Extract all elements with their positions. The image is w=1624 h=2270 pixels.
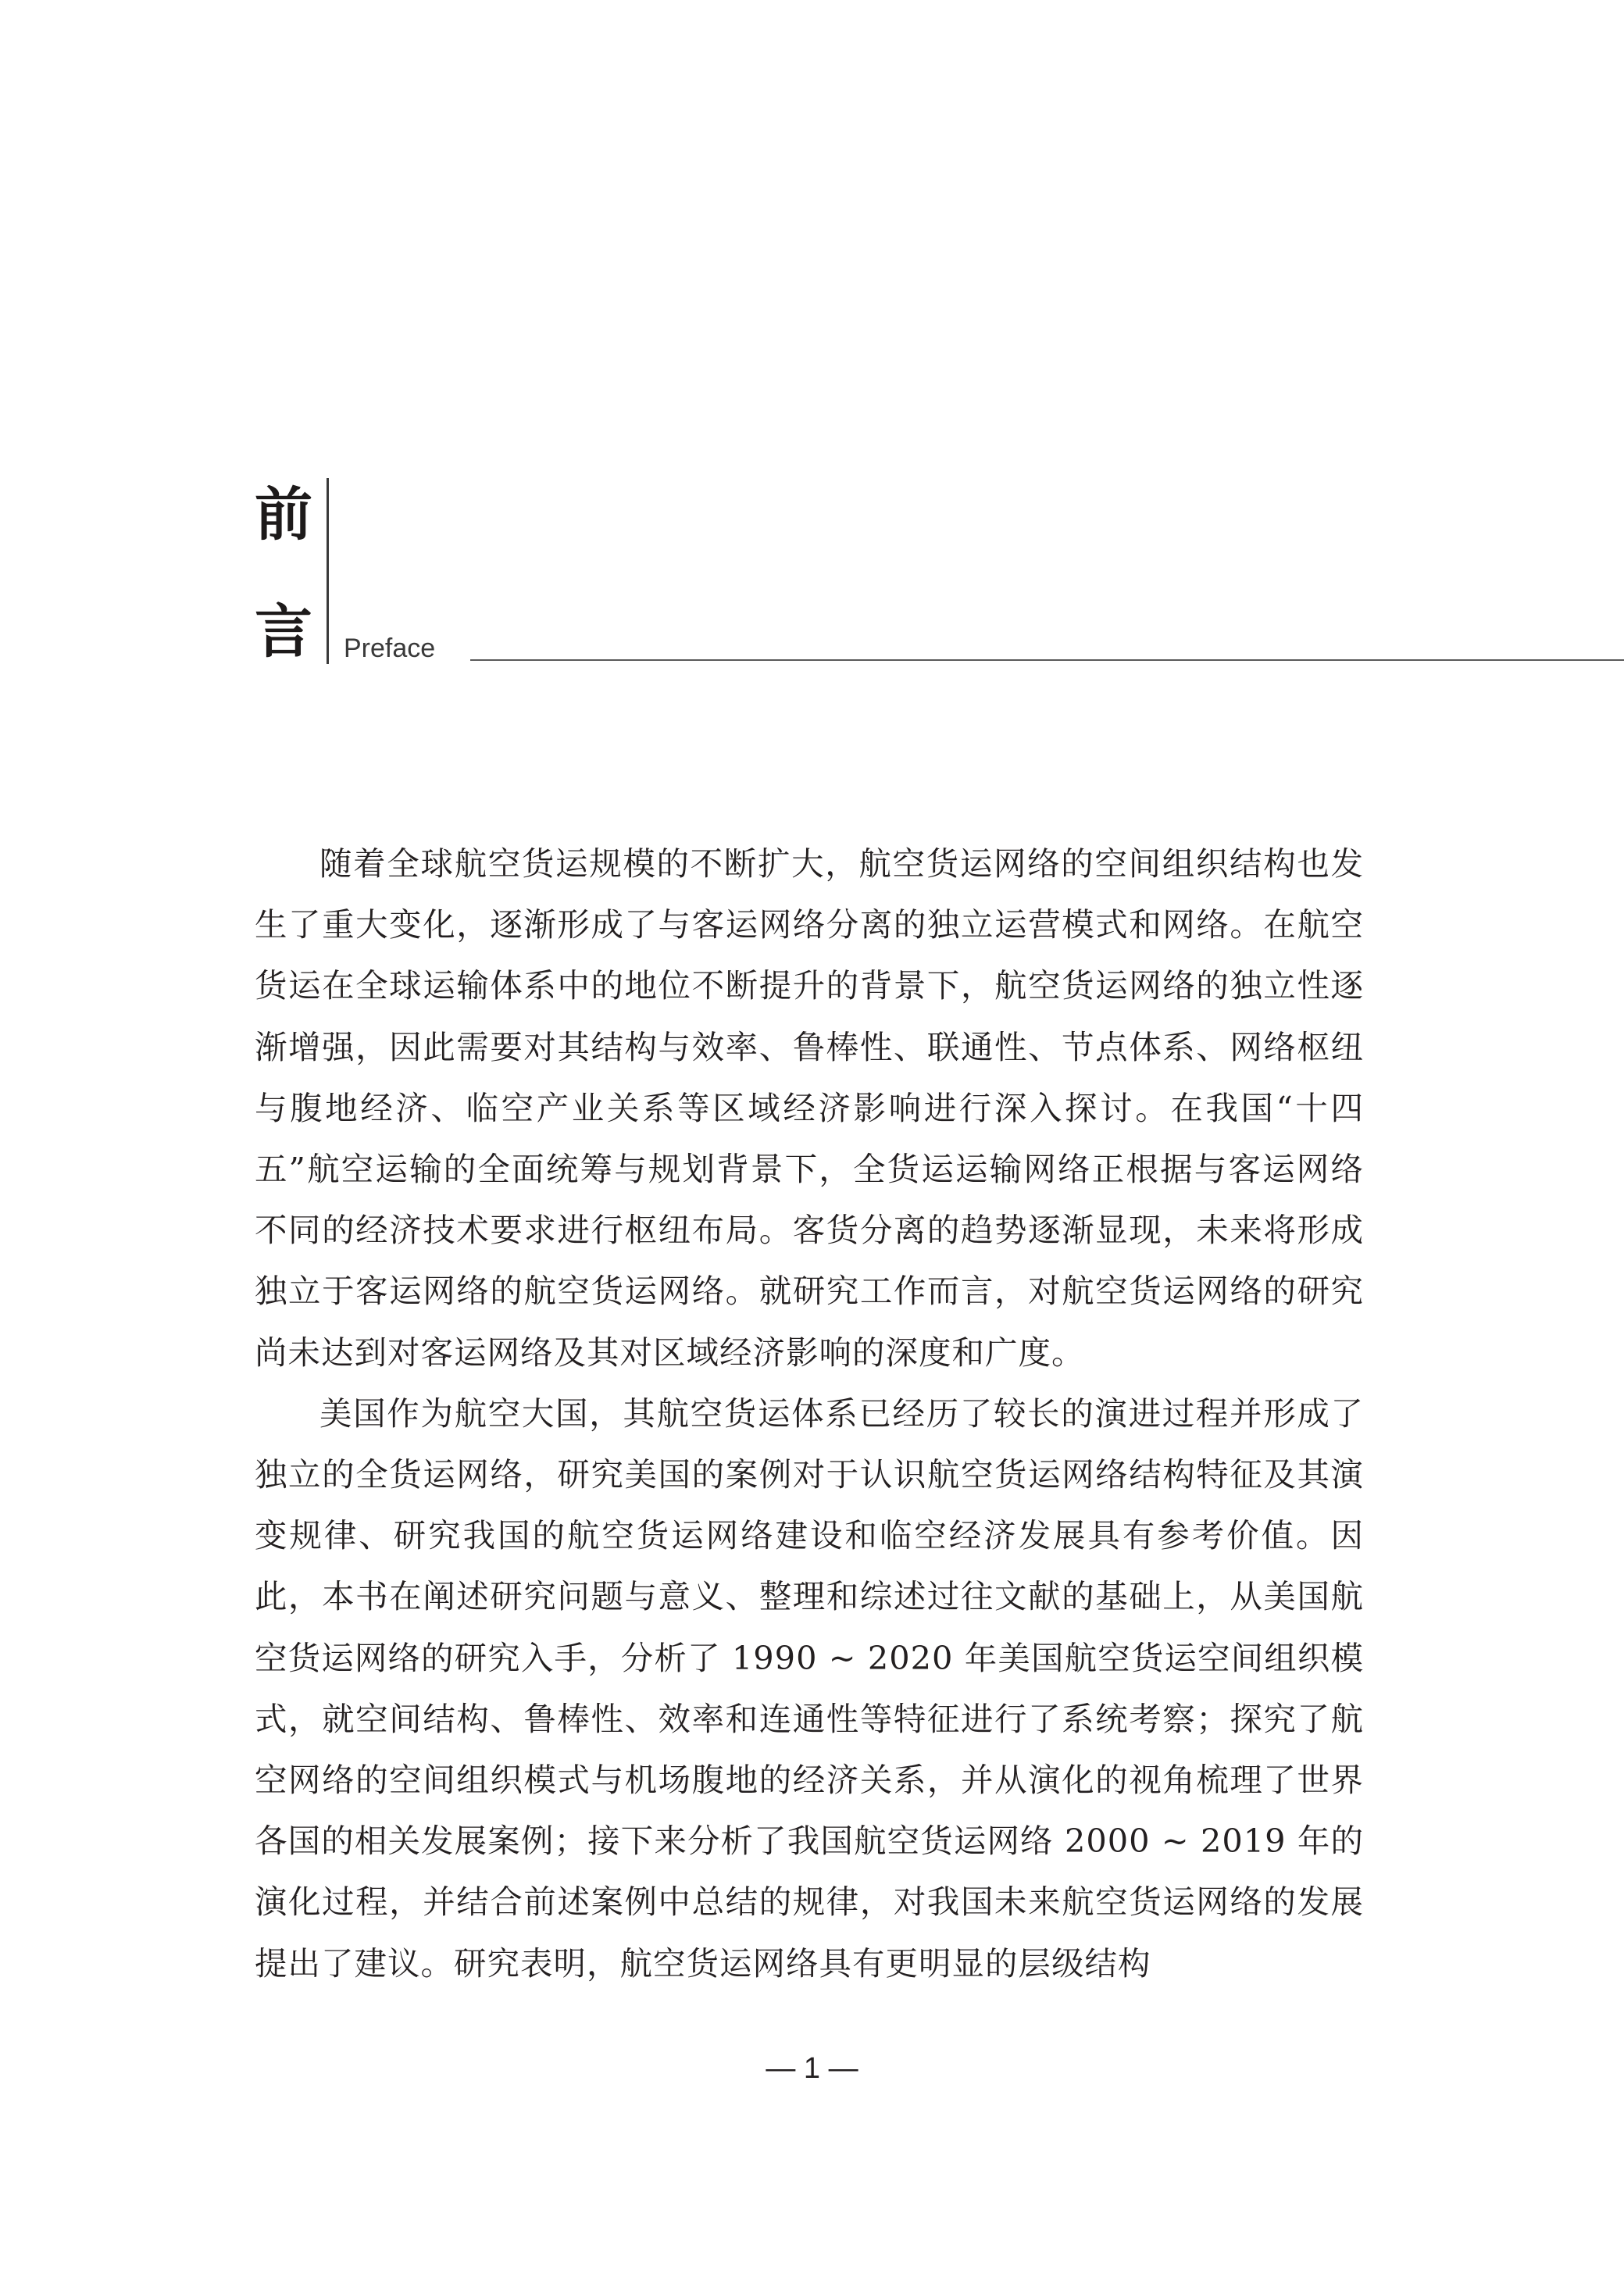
heading-vertical-rule — [327, 478, 329, 664]
paragraph: 美国作为航空大国，其航空货运体系已经历了较长的演进过程并形成了独立的全货运网络，研究美国的案例对于认识航空货运网络结构特征及其演变规律、研究我国的航空货运网络建设和临空经济发展具有参考价值。因此，本书在阐述研究问题与意义、整理和综述过往文献的基础上，从美国航空货运网络的研究入手，分析了 1990 ~ 2020 年美国航空货运空间组织模式，就空间结构、鲁棒性、效率和连通性等特征进行了系统考察；探究了航空网络的空间组织模式与机场腹地的经济关系，并从演化的视角梳理了世界各国的相关发展案例；接下来分析了我国航空货运网络 2000 ~ 2019 年的演化过程，并结合前述案例中总结的规律，对我国未来航空货运网络的发展提出了建议。研究表明，航空货运网络具有更明显的层级结构 — [255, 1394, 1364, 1983]
body-text — [255, 833, 1364, 1994]
chapter-subtitle: Preface — [344, 634, 436, 663]
paragraph: 随着全球航空货运规模的不断扩大，航空货运网络的空间组织结构也发生了重大变化，逐渐形成了与客运网络分离的独立运营模式和网络。在航空货运在全球运输体系中的地位不断提升的背景下，航空货运网络的独立性逐渐增强，因此需要对其结构与效率、鲁棒性、联通性、节点体系、网络枢纽与腹地经济、临空产业关系等区域经济影响进行深入探讨。在我国“十四五”航空运输的全面统筹与规划背景下，全货运运输网络正根据与客运网络不同的经济技术要求进行枢纽布局。客货分离的趋势逐渐显现，未来将形成独立于客运网络的航空货运网络。就研究工作而言，对航空货运网络的研究尚未达到对客运网络及其对区域经济影响的深度和广度。 — [255, 844, 1364, 1372]
chapter-heading-char-1: 前 — [255, 481, 312, 548]
heading-horizontal-rule — [470, 659, 1624, 661]
page-number: — 1 — — [766, 2052, 858, 2085]
chapter-heading-char-2: 言 — [255, 598, 312, 666]
